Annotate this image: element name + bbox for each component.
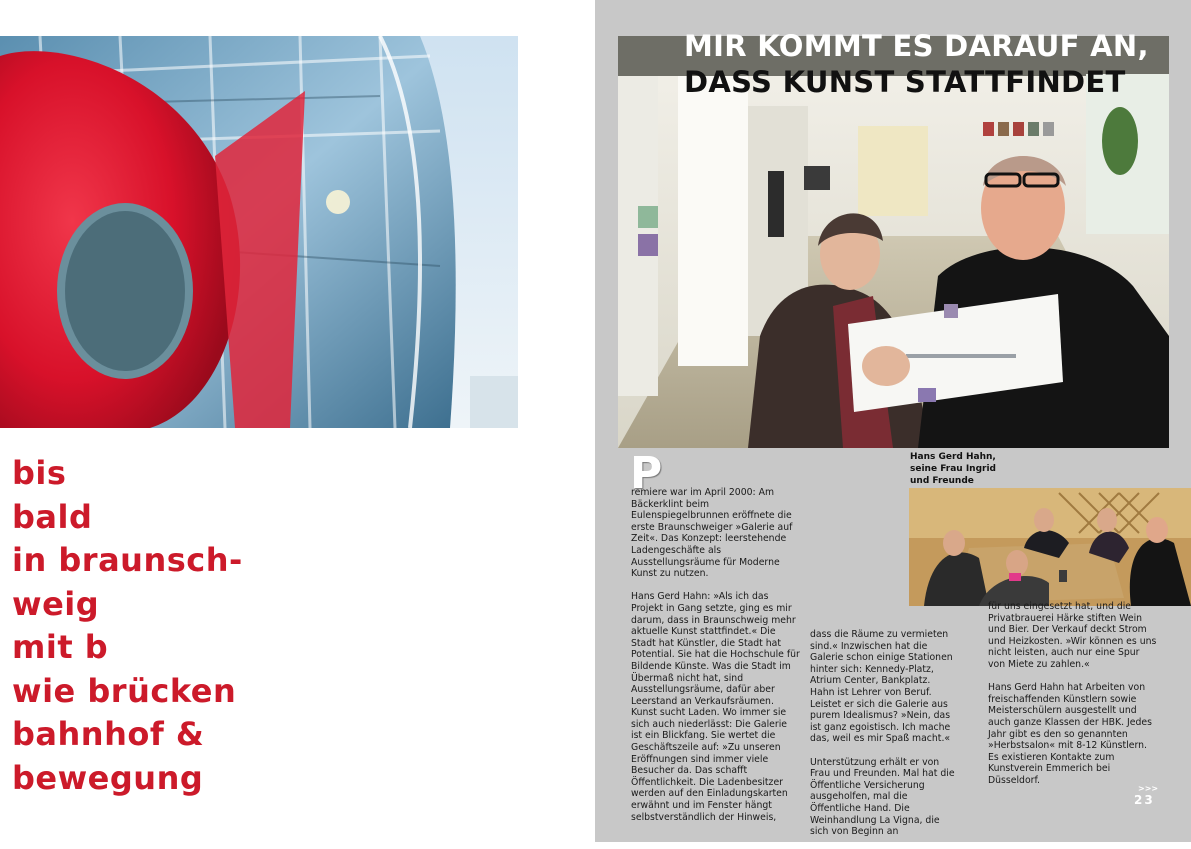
article-paragraph: remiere war im April 2000: Am Bäckerklint beim Eulenspiegelbrunnen eröffnete die erste Braunschweiger »Galerie auf Zeit«. Das Konzept: leerstehende Ladengeschäfte als Ausstellungsräume für Moderne Kunst zu nutzen. xyxy=(631,487,793,580)
article-paragraph: Hans Gerd Hahn hat Arbeiten von freischaffenden Künstlern sowie Meisterschülern ausgestellt und auch ganze Klassen der HBK. Jedes Jahr gibt es den so genannten »Herbstsalon« mit 8-12 Künstlern. Es existieren Kontakte zum Kunstverein Emmerich bei Düsseldorf. xyxy=(988,682,1152,786)
slogan-line: bahnhof & xyxy=(12,715,205,753)
article-column-3 xyxy=(988,601,1158,798)
slogan-line: wie brücken xyxy=(12,671,237,710)
article-headline xyxy=(684,28,1149,100)
glass-building-photo xyxy=(0,36,518,428)
left-page xyxy=(0,0,595,842)
friends-table-illustration xyxy=(909,488,1191,606)
drop-cap: P xyxy=(630,448,663,499)
slogan-list xyxy=(12,452,243,800)
headline-line-2: DASS KUNST STATTFINDET xyxy=(684,65,1126,99)
slogan-line: bewegung xyxy=(12,758,204,797)
page-number: 23 xyxy=(1134,793,1155,807)
article-paragraph: Hans Gerd Hahn: »Als ich das Projekt in Gang setzte, ging es mir darum, dass in Braunschweig mehr aktuelle Kunst stattfindet.« Die Stadt hat Künstler, die Stadt hat Potential. Sie hat die Hochschule für Bildende Künste. Was die Stadt im Übermaß nicht hat, sind Ausstellungsräume, dafür aber Leerstand an Verkaufsräumen. Kunst sucht Laden. Wo immer sie sich auch niederlässt: Die Galerie ist ein Blickfang. Sie wertet die Geschäftszeile auf: »Zu unseren Eröffnungen sind immer viele Besucher da. Das schafft Öffentlichkeit. Die Ladenbesitzer werden auf den Einladungskarten erwähnt und im Fenster hängt selbstverständlich der Hinweis, xyxy=(631,591,800,823)
slogan-line: weig xyxy=(12,584,100,623)
glass-building-illustration xyxy=(0,36,518,428)
caption-line: Hans Gerd Hahn, xyxy=(910,452,996,462)
caption-line: und Freunde xyxy=(910,476,974,486)
slogan-line: mit b xyxy=(12,628,109,666)
continue-marker: >>> xyxy=(1138,784,1159,793)
article-paragraph: dass die Räume zu vermieten sind.« Inzwischen hat die Galerie schon einige Stationen hinter sich: Kennedy-Platz, Atrium Center, Bankplatz. Hahn ist Lehrer von Beruf. Leistet er sich die Galerie aus purem Idealismus? »Nein, das ist ganz egoistisch. Ich mache das, weil es mir Spaß macht.« xyxy=(810,629,953,745)
article-column-2 xyxy=(810,629,957,849)
caption-line: seine Frau Ingrid xyxy=(910,464,996,474)
slogan-line: in braunsch- xyxy=(12,541,243,579)
friends-table-photo xyxy=(909,488,1191,606)
article-column-1 xyxy=(631,487,801,835)
article-paragraph: Unterstützung erhält er von Frau und Freunden. Mal hat die Öffentliche Versicherung ausgeholfen, mal die Öffentliche Hand. Die Weinhandlung La Vigna, die sich von Beginn an xyxy=(810,756,955,838)
slogan-line: bald xyxy=(12,497,93,536)
headline-line-1: MIR KOMMT ES DARAUF AN, xyxy=(684,29,1149,63)
slogan-line: bis xyxy=(12,454,67,492)
photo-caption xyxy=(910,451,1020,487)
article-paragraph: für uns eingesetzt hat, und die Privatbrauerei Härke stiften Wein und Bier. Der Verkauf deckt Strom und Heizkosten. »Wir können es uns nicht leisten, auch nur eine Spur von Miete zu zahlen.« xyxy=(988,601,1157,670)
